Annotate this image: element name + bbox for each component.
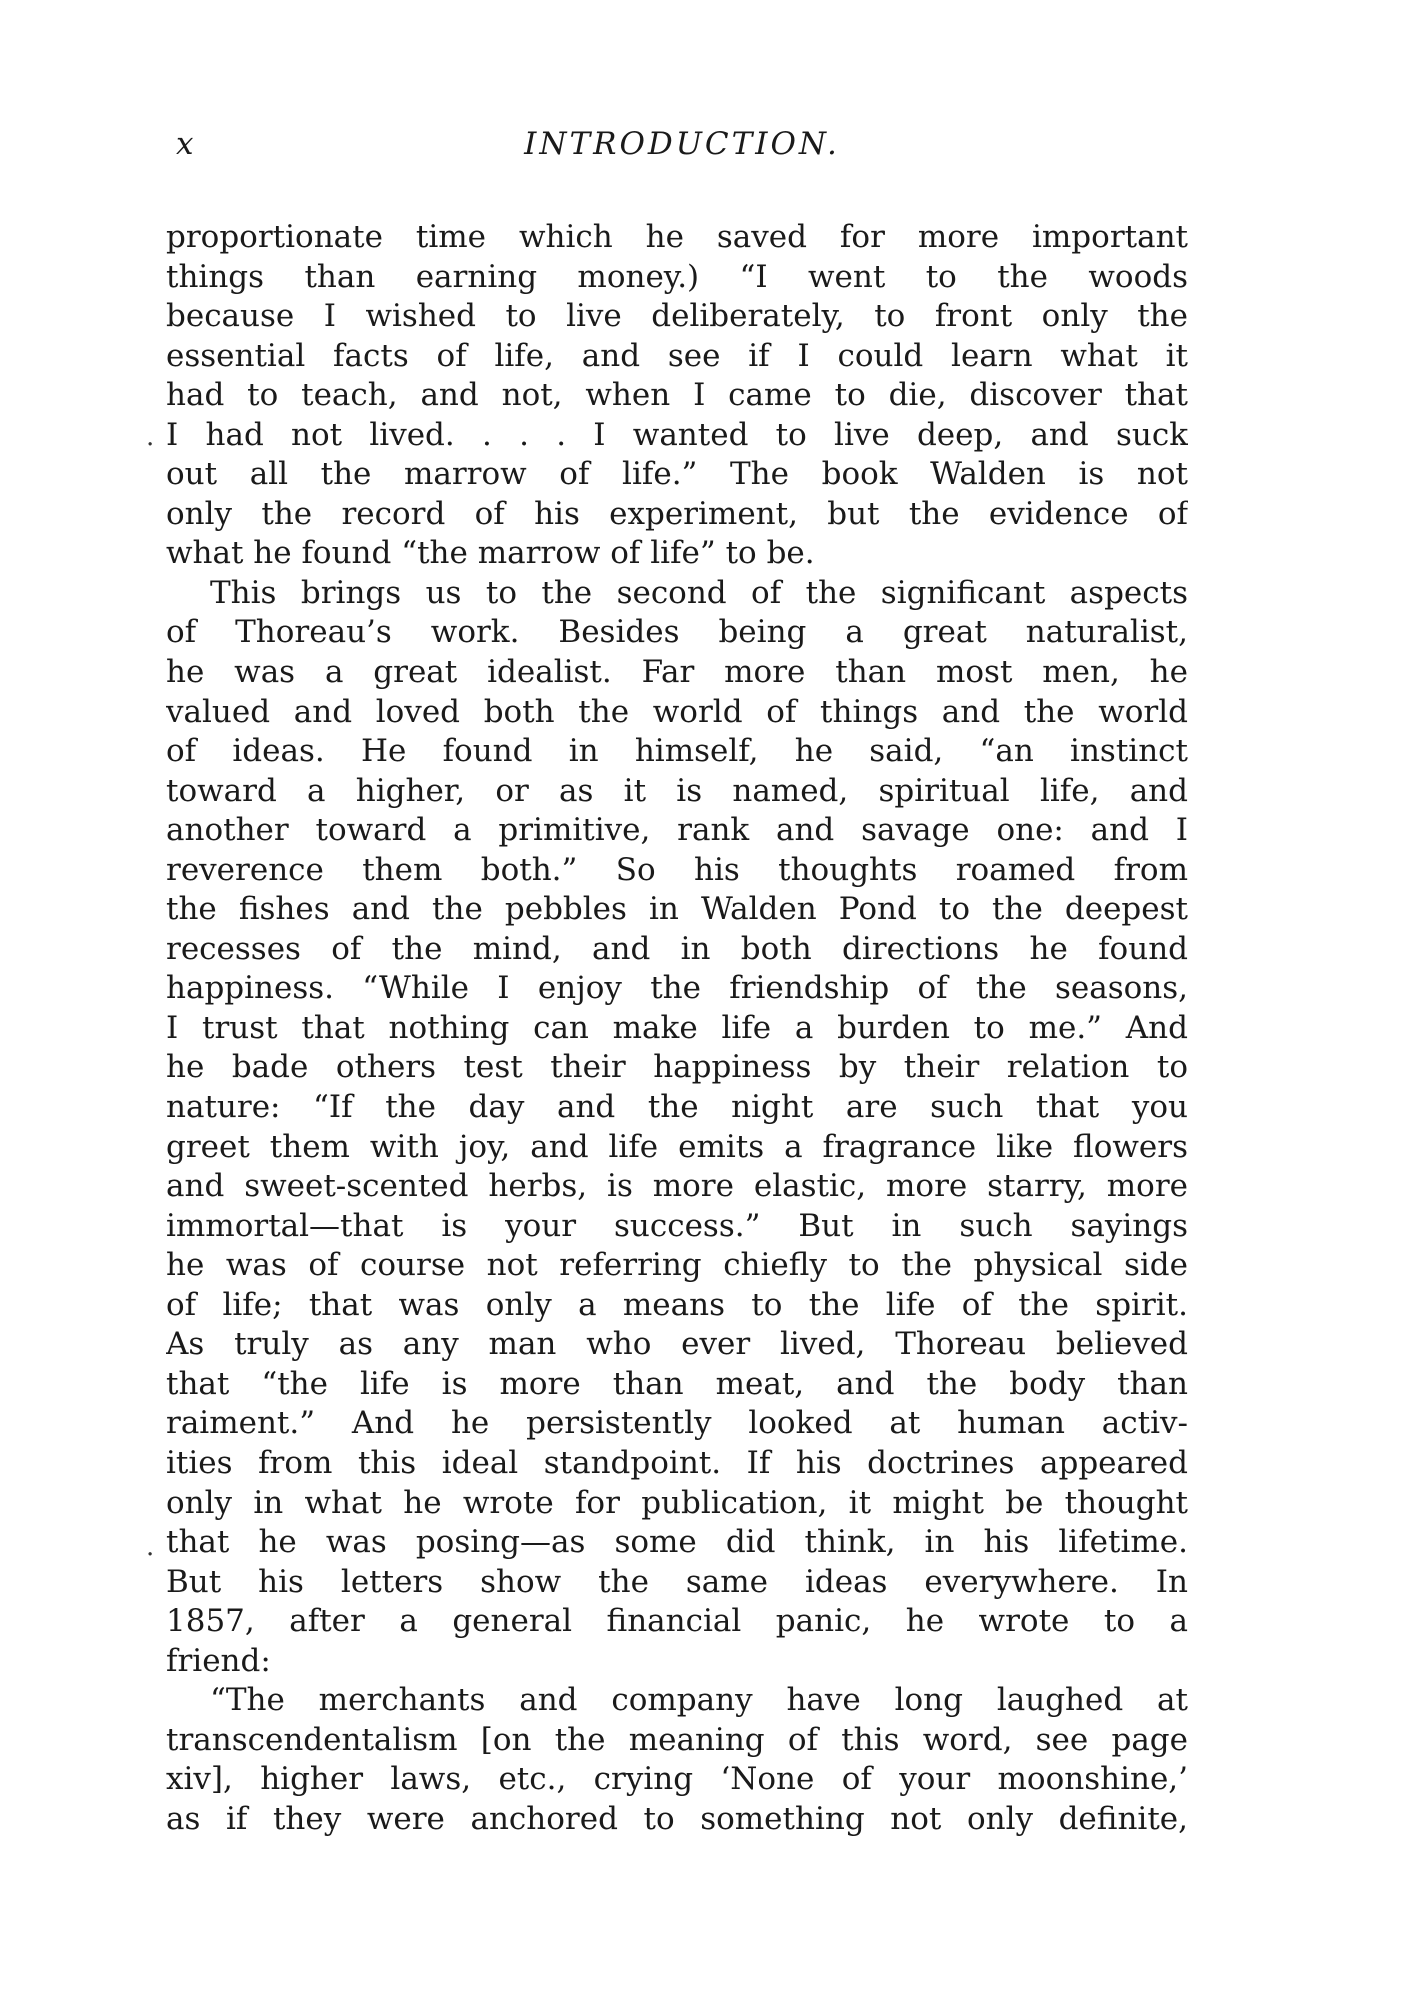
text-line: of life; that was only a means to the life of the spirit. xyxy=(166,1286,1188,1323)
margin-mark: · xyxy=(146,1540,155,1570)
text-line: transcendentalism [on the meaning of this word, see page xyxy=(166,1721,1188,1758)
text-line: and sweet-scented herbs, is more elastic, more starry, more xyxy=(166,1168,1188,1205)
text-line: greet them with joy, and life emits a fragrance like flowers xyxy=(166,1128,1188,1165)
text-line: he bade others test their happiness by their relation to xyxy=(166,1049,1188,1086)
text-line: as if they were anchored to something not only definite, xyxy=(166,1800,1188,1837)
text-line: valued and loved both the world of things and the world xyxy=(166,693,1188,730)
page-number: x xyxy=(176,126,195,162)
text-line: of ideas. He found in himself, he said, “an instinct xyxy=(166,733,1188,770)
text-line: “The merchants and company have long laughed at xyxy=(210,1682,1188,1719)
text-line: he was of course not referring chiefly to the physical side xyxy=(166,1247,1188,1284)
text-line: ities from this ideal standpoint. If his doctrines appeared xyxy=(166,1444,1188,1481)
text-line: I had not lived. . . . I wanted to live deep, and suck xyxy=(166,416,1188,453)
text-line: of Thoreau’s work. Besides being a great naturalist, xyxy=(166,614,1188,651)
text-line: the fishes and the pebbles in Walden Pond to the deepest xyxy=(166,891,1188,928)
margin-mark: . xyxy=(146,422,155,452)
text-line: things than earning money.) “I went to the woods xyxy=(166,258,1188,295)
text-line: immortal—that is your success.” But in such sayings xyxy=(166,1207,1188,1244)
body-text xyxy=(166,218,1188,1839)
text-line: another toward a primitive, rank and savage one: and I xyxy=(166,812,1188,849)
text-line: toward a higher, or as it is named, spiritual life, and xyxy=(166,772,1188,809)
text-line: nature: “If the day and the night are such that you xyxy=(166,1089,1188,1126)
text-line: essential facts of life, and see if I could learn what it xyxy=(166,337,1188,374)
text-line: As truly as any man who ever lived, Thoreau believed xyxy=(166,1326,1188,1363)
chapter-title: INTRODUCTION. xyxy=(524,126,840,162)
text-line: happiness. “While I enjoy the friendship of the seasons, xyxy=(166,970,1188,1007)
text-line: 1857, after a general financial panic, he wrote to a xyxy=(166,1603,1188,1640)
text-line: because I wished to live deliberately, to front only the xyxy=(166,298,1188,335)
text-line: out all the marrow of life.” The book Walden is not xyxy=(166,456,1188,493)
text-line: reverence them both.” So his thoughts roamed from xyxy=(166,851,1188,888)
text-line: he was a great idealist. Far more than most men, he xyxy=(166,654,1188,691)
text-line: only in what he wrote for publication, it might be thought xyxy=(166,1484,1188,1521)
text-line: had to teach, and not, when I came to die, discover that xyxy=(166,377,1188,414)
text-line: This brings us to the second of the significant aspects xyxy=(210,574,1188,611)
text-line: But his letters show the same ideas everywhere. In xyxy=(166,1563,1188,1600)
text-line: recesses of the mind, and in both directions he found xyxy=(166,930,1188,967)
text-line: only the record of his experiment, but the evidence of xyxy=(166,495,1188,532)
text-line: I trust that nothing can make life a burden to me.” And xyxy=(166,1009,1188,1046)
text-line: xiv], higher laws, etc., crying ‘None of your moonshine,’ xyxy=(166,1761,1188,1798)
text-line: that he was posing—as some did think, in his lifetime. xyxy=(166,1524,1188,1561)
text-line: friend: xyxy=(166,1642,271,1679)
text-line: what he found “the marrow of life” to be. xyxy=(166,535,815,572)
running-head xyxy=(176,126,1188,166)
text-line: raiment.” And he persistently looked at human activ- xyxy=(166,1405,1188,1442)
text-line: proportionate time which he saved for more important xyxy=(166,219,1188,255)
text-line: that “the life is more than meat, and the body than xyxy=(166,1365,1188,1402)
